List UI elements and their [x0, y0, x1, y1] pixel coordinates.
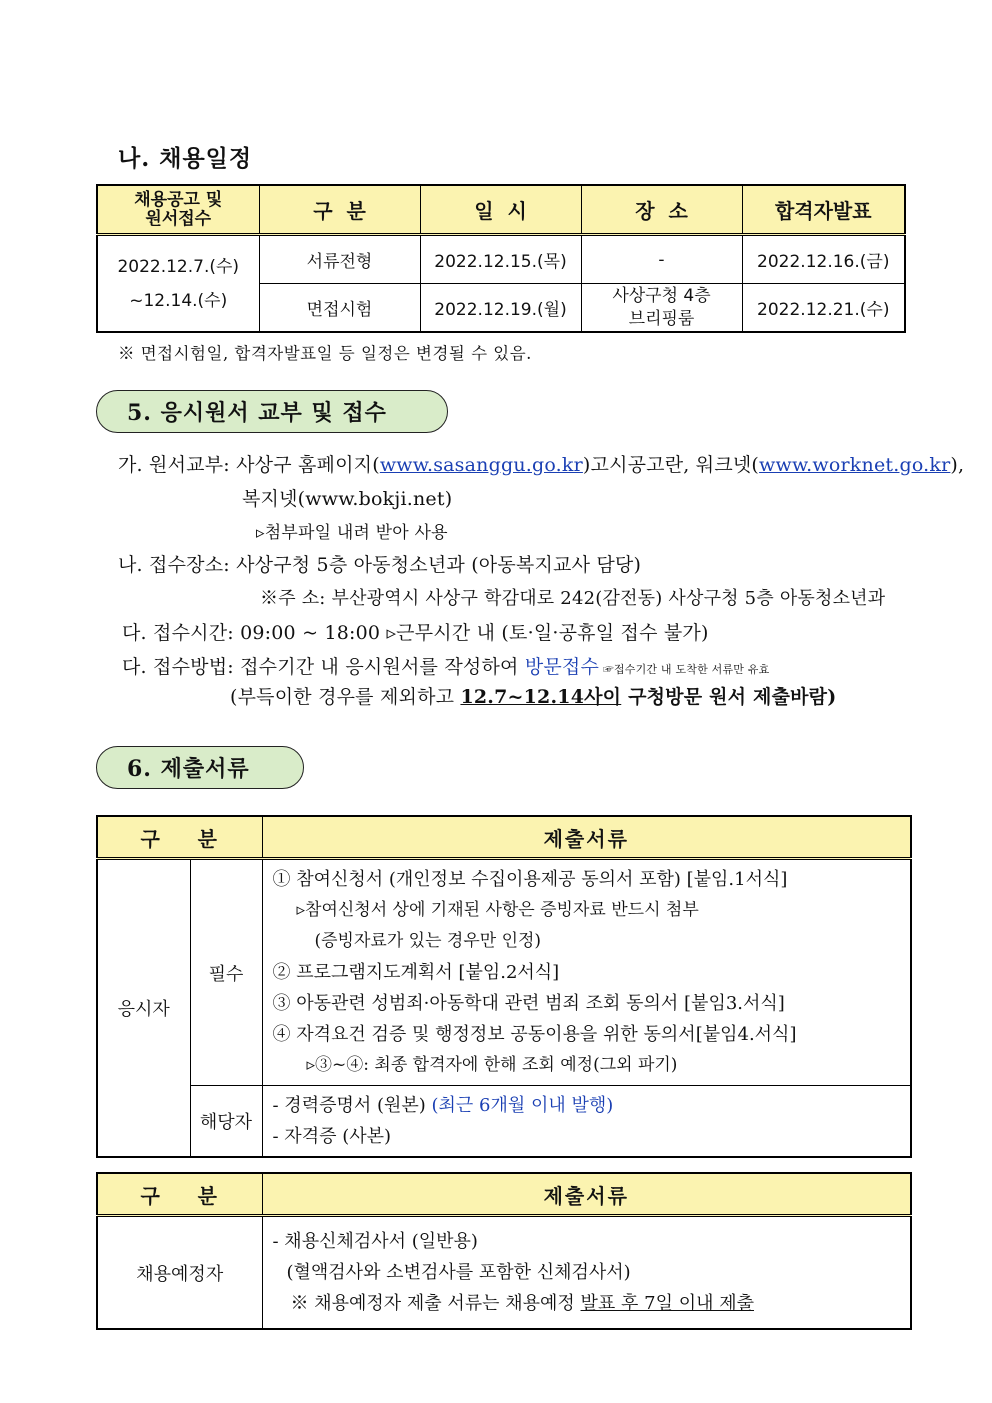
candidate-deadline: 발표 후 7일 이내 제출 [580, 1293, 754, 1314]
cand-header-documents: 제출서류 [262, 1173, 911, 1216]
row-place: - [581, 235, 742, 284]
candidate-table [96, 1172, 912, 1330]
header-category: 구 분 [259, 185, 420, 235]
career-certificate-note: (최근 6개월 이내 발행) [431, 1095, 614, 1116]
distribution-line [118, 450, 964, 477]
header-date: 일 시 [420, 185, 581, 235]
cand-header-category: 구 분 [97, 1173, 262, 1216]
schedule-title: 나. 채용일정 [118, 145, 253, 172]
reception-period-bold: 12.7~12.14사이 [460, 686, 622, 708]
section6-title: 6. 제출서류 [96, 746, 304, 789]
header-recruit-period: 채용공고 및 원서접수 [97, 185, 259, 235]
docs-header-category: 구 분 [97, 816, 262, 859]
row-type: 면접시험 [259, 284, 420, 333]
required-subnote: ▹참여신청서 상에 기재된 사항은 증빙자료 반드시 첨부 [296, 900, 699, 920]
candidate-item: - 채용신체검사서 (일반용) [272, 1231, 478, 1252]
schedule-table [96, 184, 906, 333]
schedule-note: ※ 면접시험일, 합격자발표일 등 일정은 변경될 수 있음. [118, 344, 532, 363]
row-announce: 2022.12.16.(금) [742, 235, 905, 284]
header-place: 장 소 [581, 185, 742, 235]
required-item: ① 참여신청서 (개인정보 수집이용제공 동의서 포함) [붙임.1서식] [272, 869, 788, 890]
distribution-suffix: ), [950, 454, 965, 476]
applicant-group: 응시자 [97, 859, 190, 1158]
attachment-note: ▹첨부파일 내려 받아 사용 [256, 523, 448, 543]
method-small-note: ☞접수기간 내 도착한 서류만 유효 [599, 663, 770, 676]
row-place: 사상구청 4층 브리핑룸 [581, 284, 742, 333]
row-date: 2022.12.15.(목) [420, 235, 581, 284]
required-subnote: ▹③~④: 최종 합격자에 한해 조회 예정(그외 파기) [306, 1055, 678, 1075]
applicable-item [273, 1090, 911, 1121]
applicable-label: 해당자 [190, 1086, 262, 1158]
candidate-item [273, 1288, 911, 1319]
header-announcement: 합격자발표 [742, 185, 905, 235]
method-prefix: 다. 접수방법: 접수기간 내 응시원서를 작성하여 [122, 656, 525, 678]
distribution-prefix: 가. 원서교부: 사상구 홈페이지( [118, 454, 380, 476]
sasanggu-link[interactable]: www.sasanggu.go.kr [379, 454, 583, 476]
documents-table [96, 815, 912, 1158]
required-items [262, 859, 911, 1086]
candidate-group: 채용예정자 [97, 1216, 262, 1330]
row-type: 서류전형 [259, 235, 420, 284]
reception-method [122, 652, 769, 679]
recruit-period: 2022.12.7.(수) ~12.14.(수) [97, 235, 259, 333]
reception-address: ※주 소: 부산광역시 사상구 학감대로 242(감전동) 사상구청 5층 아동청소년과 [260, 588, 886, 609]
visit-reception: 방문접수 [524, 656, 600, 678]
applicable-item: - 자격증 (사본) [272, 1126, 392, 1147]
worknet-link[interactable]: www.worknet.go.kr [759, 454, 951, 476]
candidate-note-prefix: ※ 채용예정자 제출 서류는 채용예정 [290, 1293, 581, 1314]
reception-hours: 다. 접수시간: 09:00 ~ 18:00 ▹근무시간 내 (토·일·공휴일 접수 불가) [122, 622, 709, 644]
reception-place: 나. 접수장소: 사상구청 5층 아동청소년과 (아동복지교사 담당) [118, 554, 642, 576]
required-item: ③ 아동관련 성범죄·아동학대 관련 범죄 조회 동의서 [붙임3.서식] [272, 993, 785, 1014]
candidate-item: (혈액검사와 소변검사를 포함한 신체검사서) [286, 1262, 631, 1283]
method-note-suffix: 구청방문 원서 제출바람) [621, 686, 837, 708]
docs-header-documents: 제출서류 [262, 816, 911, 859]
bokji-line: 복지넷(www.bokji.net) [242, 488, 453, 510]
required-label: 필수 [190, 859, 262, 1086]
method-note-prefix: (부득이한 경우를 제외하고 [230, 686, 461, 708]
required-item: ④ 자격요건 검증 및 행정정보 공동이용을 위한 동의서[붙임4.서식] [272, 1024, 797, 1045]
distribution-mid: )고시공고란, 워크넷( [582, 454, 760, 476]
candidate-items [262, 1216, 911, 1330]
reception-method-note [230, 682, 836, 709]
required-item: ② 프로그램지도계획서 [붙임.2서식] [272, 962, 560, 983]
section5-title: 5. 응시원서 교부 및 접수 [96, 390, 448, 433]
career-certificate: - 경력증명서 (원본) [272, 1095, 432, 1116]
required-subnote: (증빙자료가 있는 경우만 인정) [314, 931, 542, 951]
row-announce: 2022.12.21.(수) [742, 284, 905, 333]
applicable-items [262, 1086, 911, 1158]
row-date: 2022.12.19.(월) [420, 284, 581, 333]
